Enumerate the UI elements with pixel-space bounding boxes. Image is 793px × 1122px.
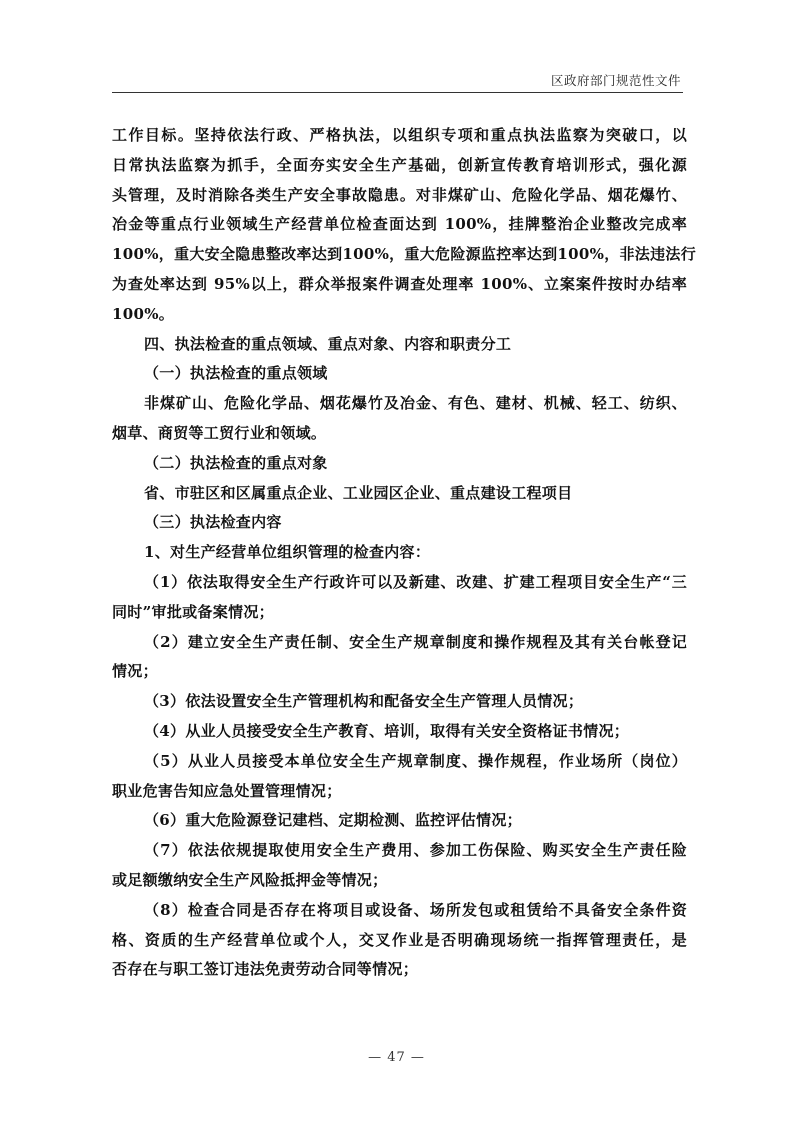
header-title: 区政府部门规范性文件 (550, 73, 681, 88)
text-line: 日常执法监察为抓手，全面夯实安全生产基础，创新宣传教育培训形式，强化源 (112, 155, 687, 174)
text-line: 或足额缴纳安全生产风险抵押金等情况； (112, 870, 388, 889)
text-line: 四、执法检查的重点领域、重点对象、内容和职责分工 (144, 334, 512, 353)
text-line: 100%。 (112, 304, 175, 323)
text-line: （三）执法检查内容 (144, 513, 282, 532)
page-number: — 47 — (368, 1050, 425, 1065)
text-line: 职业危害告知应急处置管理情况； (112, 781, 342, 800)
text-line: （3）依法设置安全生产管理机构和配备安全生产管理人员情况； (144, 692, 584, 711)
text-line: 否存在与职工签订违法免责劳动合同等情况； (112, 960, 419, 979)
text-line: 格、资质的生产经营单位或个人，交叉作业是否明确现场统一指挥管理责任，是 (112, 930, 687, 949)
text-line: 为查处率达到 95%以上，群众举报案件调查处理率 100%、立案案件按时办结率 (112, 274, 687, 293)
document-body (112, 121, 696, 985)
text-line: 同时”审批或备案情况； (112, 602, 274, 621)
text-line: 省、市驻区和区属重点企业、工业园区企业、重点建设工程项目 (144, 483, 573, 502)
text-line: 冶金等重点行业领域生产经营单位检查面达到 100%，挂牌整治企业整改完成率 (112, 215, 687, 234)
text-line: 100%，重大安全隐患整改率达到100%，重大危险源监控率达到100%，非法违法行 (112, 245, 696, 264)
text-line: （8）检查合同是否存在将项目或设备、场所发包或租赁给不具备安全条件资 (144, 900, 687, 919)
text-line: （一）执法检查的重点领域 (144, 364, 328, 383)
text-line: 工作目标。坚持依法行政、严格执法，以组织专项和重点执法监察为突破口，以 (112, 126, 687, 144)
text-line: 头管理，及时消除各类生产安全事故隐患。对非煤矿山、危险化学品、烟花爆竹、 (112, 185, 687, 204)
text-line: （1）依法取得安全生产行政许可以及新建、改建、扩建工程项目安全生产“三 (144, 572, 687, 591)
text-line: （7）依法依规提取使用安全生产费用、参加工伤保险、购买安全生产责任险 (144, 841, 687, 860)
page-header (0, 0, 793, 100)
text-line: （5）从业人员接受本单位安全生产规章制度、操作规程，作业场所（岗位） (144, 751, 687, 770)
text-line: （6）重大危险源登记建档、定期检测、监控评估情况； (144, 811, 522, 830)
text-line: （2）建立安全生产责任制、安全生产规章制度和操作规程及其有关台帐登记 (144, 632, 687, 651)
text-line: （4）从业人员接受安全生产教育、培训，取得有关安全资格证书情况； (144, 721, 630, 740)
header-divider (112, 92, 683, 93)
text-line: 情况； (112, 662, 158, 681)
text-line: 烟草、商贸等工贸行业和领域。 (112, 423, 327, 442)
text-line: 1、对生产经营单位组织管理的检查内容： (144, 543, 431, 562)
text-line: 非煤矿山、危险化学品、烟花爆竹及冶金、有色、建材、机械、轻工、纺织、 (144, 394, 687, 413)
text-line: （二）执法检查的重点对象 (144, 453, 328, 472)
